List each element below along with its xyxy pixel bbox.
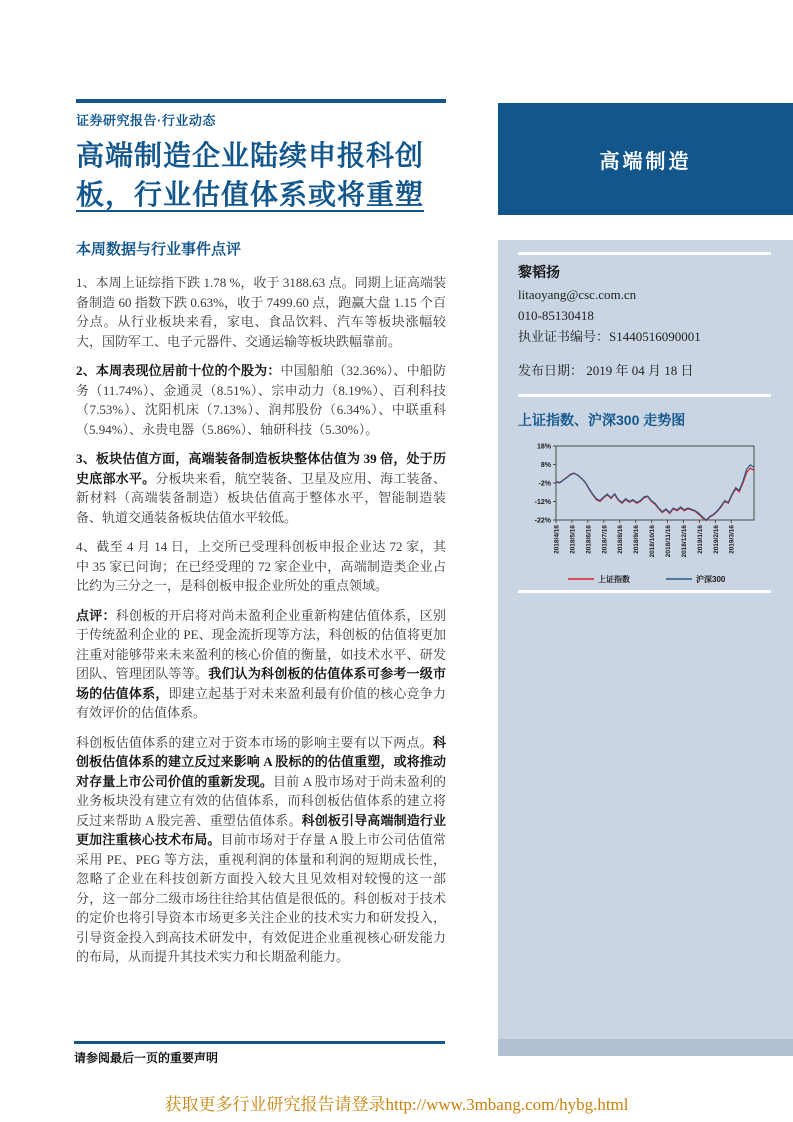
svg-text:2019/1/16: 2019/1/16 — [696, 525, 704, 554]
report-title — [76, 136, 446, 214]
svg-text:-2%: -2% — [538, 480, 551, 488]
paragraph-run: 科创板估值体系的建立对于资本市场的影响主要有以下两点。 — [76, 734, 433, 750]
footer-note: 请参阅最后一页的重要声明 — [74, 1051, 219, 1065]
paragraph — [76, 449, 446, 527]
svg-text:-22%: -22% — [534, 517, 551, 525]
trend-chart — [518, 438, 770, 588]
svg-text:2018/9/16: 2018/9/16 — [633, 525, 641, 554]
panel-divider-middle — [518, 394, 771, 397]
paragraph-bold-run: 科创板引导高端制造行业更加注重核心技术布局。 — [76, 812, 446, 847]
paragraph — [76, 537, 446, 596]
svg-text:2018/7/16: 2018/7/16 — [601, 525, 609, 554]
industry-tag-box: 高端制造 — [498, 103, 793, 215]
paragraph-bold-run: 2、本周表现位居前十位的个股为： — [76, 363, 281, 378]
paragraph-bold-run: 科创板估值体系的建立反过来影响 A 股标的的估值重塑，或将推动对存量上市公司价值的重新发现。 — [76, 734, 446, 789]
svg-text:上证指数: 上证指数 — [598, 575, 630, 584]
header-rule — [76, 99, 446, 103]
report-title-line1: 高端制造企业陆续申报科创 — [76, 140, 425, 171]
svg-text:2019/3/16: 2019/3/16 — [728, 525, 736, 554]
main-column — [76, 99, 446, 977]
paragraph-list — [76, 273, 446, 967]
svg-text:2018/12/16: 2018/12/16 — [680, 525, 688, 558]
analyst-email[interactable]: litaoyang@csc.com.cn — [518, 287, 637, 302]
svg-text:沪深300: 沪深300 — [696, 575, 726, 584]
report-title-line2: 板，行业估值体系或将重塑 — [76, 179, 425, 210]
publish-date: 发布日期： 2019 年 04 月 18 日 — [518, 363, 694, 378]
analyst-license: 执业证书编号：S1440516090001 — [518, 329, 701, 344]
svg-text:2018/8/16: 2018/8/16 — [617, 525, 625, 554]
svg-text:2018/6/16: 2018/6/16 — [585, 525, 593, 554]
paragraph-bold-run: 我们认为科创板的估值体系可参考一级市场的估值体系， — [76, 666, 446, 701]
svg-text:18%: 18% — [536, 443, 551, 451]
panel-divider-top — [518, 252, 771, 255]
footer-rule — [74, 1041, 445, 1044]
paragraph-run: 4、截至 4 月 14 日，上交所已受理科创板申报企业达 72 家，其中 35 家已问询；在已经受理的 72 家企业中，高端制造类企业占比约为三分之一，是科创板申报企业所处的重点领域。 — [76, 539, 446, 593]
svg-text:8%: 8% — [540, 462, 551, 469]
chart-title: 上证指数、沪深300 走势图 — [518, 412, 686, 428]
paragraph-run: 科创板的开启将对尚未盈利企业重新构建估值体系，区别于传统盈利企业的 PE、现金流折现等方法，科创板的估值将更加注重对能够带来未来盈利的核心价值的衡量，如技术水平、研发团队、管理团队等等。 — [76, 607, 446, 681]
paragraph-run: 分板块来看，航空装备、卫星及应用、海工装备、新材料（高端装备制造）板块估值高于整体水平，智能制造装备、轨道交通装备板块估值水平较低。 — [76, 470, 446, 525]
section-title: 本周数据与行业事件点评 — [76, 241, 242, 258]
paragraph-bold-run: 点评： — [76, 607, 116, 623]
paragraph — [76, 733, 446, 967]
panel-bottom-band — [498, 1039, 793, 1056]
info-panel — [498, 240, 793, 1039]
paragraph-run: 1、本周上证综指下跌 1.78 %，收于 3188.63 点。同期上证高端装备制造 60 指数下跌 0.63%，收于 7499.60 点，跑赢大盘 1.15 个百分点。从行业板块来看，家电、食品饮料、汽车等板块涨幅较大，国防军工、电子元器件、交通运输等板块跌幅靠前。 — [76, 275, 446, 349]
analyst-name: 黎韬扬 — [518, 264, 560, 280]
paragraph-run: 即建立起基于对未来盈利最有价值的核心竞争力有效评价的估值体系。 — [76, 685, 446, 720]
paragraph-run: 中国船舶（32.36%）、中船防务（11.74%）、金通灵（8.51%）、宗申动力（8.19%）、百利科技（7.53%）、沈阳机床（7.13%）、润邦股份（6.34%）、中联重科（5.94%）、永贵电器（5.86%）、轴研科技（5.30%）。 — [76, 363, 446, 437]
svg-text:2018/10/16: 2018/10/16 — [649, 525, 657, 558]
svg-text:-12%: -12% — [534, 499, 551, 506]
paragraph — [76, 361, 446, 439]
paragraph — [76, 606, 446, 723]
svg-text:2018/4/16: 2018/4/16 — [553, 525, 561, 554]
analyst-phone: 010-85130418 — [518, 308, 594, 323]
svg-text:2018/11/16: 2018/11/16 — [665, 525, 673, 558]
paragraph-bold-run: 3、板块估值方面，高端装备制造板块整体估值为 39 倍，处于历史底部水平。 — [76, 451, 446, 486]
watermark-link[interactable]: 获取更多行业研究报告请登录http://www.3mbang.com/hybg.html — [164, 1095, 629, 1114]
paragraph-run: 目前 A 股市场对于尚未盈利的业务板块没有建立有效的估值体系，而科创板估值体系的建立将反过来帮助 A 股完善、重塑估值体系。 — [76, 773, 446, 828]
paragraph — [76, 273, 446, 351]
svg-text:2018/5/16: 2018/5/16 — [569, 525, 577, 554]
report-kicker: 证券研究报告·行业动态 — [76, 113, 216, 128]
svg-text:2019/2/16: 2019/2/16 — [712, 525, 720, 554]
panel-divider-bottom — [518, 590, 771, 593]
paragraph-run: 目前市场对于存量 A 股上市公司估值常采用 PE、PEG 等方法，重视利润的体量和利润的短期成长性，忽略了企业在科技创新方面投入较大且见效相对较慢的这一部分，这一部分二级市场往往给其估值是很低的。科创板对于技术的定价也将引导资本市场更多关注企业的技术实力和研发投入，引导资金投入到高技术研发中，有效促进企业重视核心研发能力的布局，从而提升其技术实力和长期盈利能力。 — [76, 832, 446, 964]
